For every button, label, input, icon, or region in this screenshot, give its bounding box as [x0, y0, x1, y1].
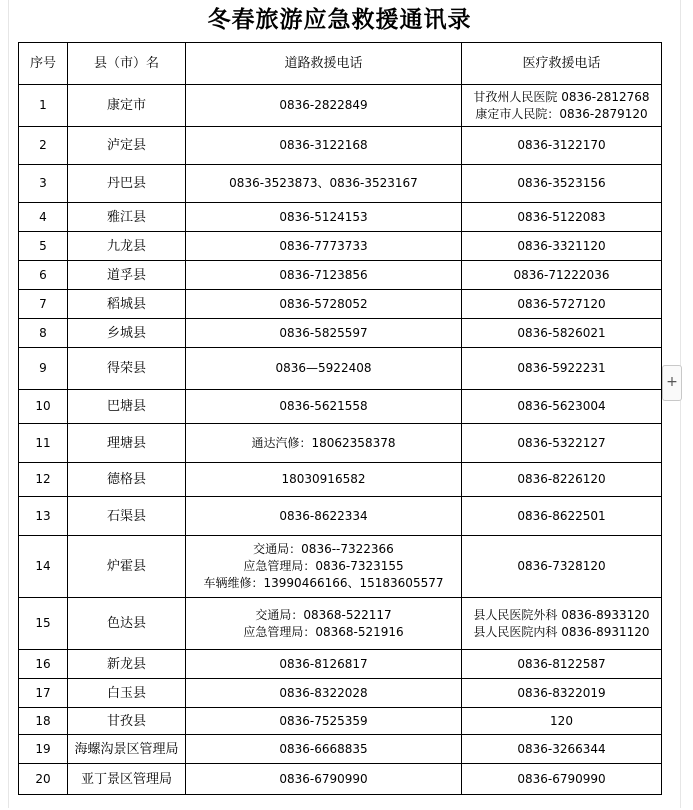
cell-road — [186, 463, 462, 497]
medical-phone-line: 0836-8322019 — [517, 685, 606, 700]
table-row — [19, 85, 662, 127]
cell-no: 16 — [19, 650, 68, 679]
medical-phone-line: 0836-5727120 — [517, 296, 606, 311]
medical-phone-line: 0836-8122587 — [517, 656, 606, 671]
cell-county: 稻城县 — [68, 290, 186, 319]
cell-medical — [462, 203, 662, 232]
table-row — [19, 290, 662, 319]
cell-no: 18 — [19, 708, 68, 735]
cell-road — [186, 319, 462, 348]
header-road: 道路救援电话 — [186, 43, 462, 85]
road-phone-line: 0836-8322028 — [279, 685, 368, 700]
table-row — [19, 165, 662, 203]
cell-no: 17 — [19, 679, 68, 708]
cell-road — [186, 203, 462, 232]
medical-phone-line: 0836-5826021 — [517, 325, 606, 340]
cell-no: 13 — [19, 497, 68, 536]
road-phone-line: 0836-5825597 — [279, 325, 368, 340]
cell-county: 石渠县 — [68, 497, 186, 536]
cell-county: 炉霍县 — [68, 536, 186, 598]
cell-county: 得荣县 — [68, 348, 186, 390]
cell-no: 15 — [19, 598, 68, 650]
cell-no: 11 — [19, 424, 68, 463]
table-row — [19, 424, 662, 463]
cell-medical — [462, 261, 662, 290]
medical-phone-line: 120 — [550, 713, 573, 728]
cell-road — [186, 735, 462, 764]
cell-road — [186, 232, 462, 261]
cell-medical — [462, 127, 662, 165]
table-row — [19, 497, 662, 536]
cell-no: 10 — [19, 390, 68, 424]
cell-road — [186, 424, 462, 463]
cell-no: 19 — [19, 735, 68, 764]
medical-phone-line: 0836-5623004 — [517, 399, 606, 413]
cell-no: 1 — [19, 85, 68, 127]
cell-medical — [462, 463, 662, 497]
cell-medical — [462, 708, 662, 735]
cell-county: 德格县 — [68, 463, 186, 497]
table-row — [19, 650, 662, 679]
table-row — [19, 203, 662, 232]
table-row — [19, 319, 662, 348]
cell-county: 理塘县 — [68, 424, 186, 463]
road-phone-line: 0836-5621558 — [279, 399, 368, 413]
cell-no: 20 — [19, 764, 68, 795]
cell-no: 8 — [19, 319, 68, 348]
medical-phone-line: 0836-3122170 — [517, 138, 606, 152]
road-phone-line: 0836—5922408 — [275, 361, 372, 375]
medical-phone-line: 0836-6790990 — [517, 771, 606, 786]
medical-phone-line: 康定市人民院：0836-2879120 — [475, 106, 648, 121]
road-phone-line: 0836-3122168 — [279, 138, 368, 152]
medical-phone-line: 0836-5122083 — [517, 209, 606, 224]
road-phone-line: 交通局：08368-522117 — [255, 607, 392, 622]
cell-road — [186, 679, 462, 708]
cell-road — [186, 390, 462, 424]
cell-road — [186, 261, 462, 290]
cell-road — [186, 764, 462, 795]
cell-county: 色达县 — [68, 598, 186, 650]
medical-phone-line: 甘孜州人民医院 0836-2812768 — [473, 89, 650, 104]
road-phone-line: 0836-3523873、0836-3523167 — [229, 176, 418, 190]
cell-medical — [462, 290, 662, 319]
road-phone-line: 车辆维修：13990466166、15183605577 — [203, 576, 444, 590]
cell-no: 3 — [19, 165, 68, 203]
cell-county: 雅江县 — [68, 203, 186, 232]
road-phone-line: 0836-8622334 — [279, 508, 368, 523]
cell-road — [186, 650, 462, 679]
road-phone-line: 0836-5728052 — [279, 296, 368, 311]
medical-phone-line: 0836-3321120 — [517, 238, 606, 253]
cell-medical — [462, 764, 662, 795]
cell-medical — [462, 232, 662, 261]
cell-county: 新龙县 — [68, 650, 186, 679]
cell-medical — [462, 85, 662, 127]
medical-phone-line: 0836-5922231 — [517, 361, 606, 375]
cell-county: 乡城县 — [68, 319, 186, 348]
cell-medical — [462, 319, 662, 348]
medical-phone-line: 0836-8622501 — [517, 508, 606, 523]
header-medical: 医疗救援电话 — [462, 43, 662, 85]
road-phone-line: 0836-2822849 — [279, 98, 368, 112]
cell-road — [186, 536, 462, 598]
road-phone-line: 0836-7123856 — [279, 267, 368, 282]
cell-county: 康定市 — [68, 85, 186, 127]
expand-plus-icon[interactable]: + — [662, 365, 682, 401]
cell-medical — [462, 348, 662, 390]
cell-road — [186, 497, 462, 536]
road-phone-line: 应急管理局：08368-521916 — [243, 624, 404, 639]
cell-road — [186, 85, 462, 127]
table-row — [19, 679, 662, 708]
cell-road — [186, 598, 462, 650]
table-body — [19, 85, 662, 795]
table-row — [19, 708, 662, 735]
cell-no: 9 — [19, 348, 68, 390]
table-row — [19, 463, 662, 497]
cell-road — [186, 348, 462, 390]
cell-no: 14 — [19, 536, 68, 598]
table-row — [19, 127, 662, 165]
cell-county: 巴塘县 — [68, 390, 186, 424]
medical-phone-line: 0836-5322127 — [517, 435, 606, 450]
header-county: 县（市）名 — [68, 43, 186, 85]
cell-medical — [462, 424, 662, 463]
cell-no: 6 — [19, 261, 68, 290]
medical-phone-line: 0836-8226120 — [517, 472, 606, 486]
cell-county: 九龙县 — [68, 232, 186, 261]
medical-phone-line: 0836-7328120 — [517, 559, 606, 573]
medical-phone-line: 县人民医院外科 0836-8933120 — [473, 607, 650, 622]
cell-county: 亚丁景区管理局 — [68, 764, 186, 795]
cell-no: 12 — [19, 463, 68, 497]
cell-no: 2 — [19, 127, 68, 165]
table-row — [19, 764, 662, 795]
cell-county: 泸定县 — [68, 127, 186, 165]
cell-road — [186, 290, 462, 319]
cell-medical — [462, 165, 662, 203]
medical-phone-line: 0836-3523156 — [517, 176, 606, 190]
medical-phone-line: 0836-3266344 — [517, 741, 606, 756]
cell-county: 丹巴县 — [68, 165, 186, 203]
cell-county: 白玉县 — [68, 679, 186, 708]
header-no: 序号 — [19, 43, 68, 85]
cell-medical — [462, 536, 662, 598]
cell-county: 甘孜县 — [68, 708, 186, 735]
medical-phone-line: 县人民医院内科 0836-8931120 — [473, 624, 650, 639]
contact-table — [18, 42, 662, 795]
road-phone-line: 0836-6790990 — [279, 771, 368, 786]
table-row — [19, 536, 662, 598]
cell-medical — [462, 497, 662, 536]
table-row — [19, 390, 662, 424]
table-row — [19, 232, 662, 261]
cell-medical — [462, 390, 662, 424]
cell-medical — [462, 679, 662, 708]
road-phone-line: 0836-7773733 — [279, 238, 368, 253]
road-phone-line: 18030916582 — [281, 472, 366, 486]
road-phone-line: 应急管理局：0836-7323155 — [243, 559, 404, 573]
cell-road — [186, 165, 462, 203]
table-header-row — [19, 43, 662, 85]
cell-county: 海螺沟景区管理局 — [68, 735, 186, 764]
cell-road — [186, 127, 462, 165]
cell-county: 道孚县 — [68, 261, 186, 290]
cell-no: 5 — [19, 232, 68, 261]
road-phone-line: 0836-5124153 — [279, 209, 368, 224]
cell-no: 4 — [19, 203, 68, 232]
table-row — [19, 598, 662, 650]
cell-no: 7 — [19, 290, 68, 319]
road-phone-line: 0836-6668835 — [279, 741, 368, 756]
cell-road — [186, 708, 462, 735]
table-row — [19, 348, 662, 390]
table-row — [19, 261, 662, 290]
cell-medical — [462, 650, 662, 679]
medical-phone-line: 0836-71222036 — [513, 267, 610, 282]
road-phone-line: 0836-7525359 — [279, 713, 368, 728]
page-title: 冬春旅游应急救援通讯录 — [207, 6, 472, 33]
cell-medical — [462, 735, 662, 764]
cell-medical — [462, 598, 662, 650]
road-phone-line: 0836-8126817 — [279, 656, 368, 671]
road-phone-line: 交通局：0836--7322366 — [253, 542, 394, 556]
table-row — [19, 735, 662, 764]
road-phone-line: 通达汽修：18062358378 — [251, 435, 396, 450]
